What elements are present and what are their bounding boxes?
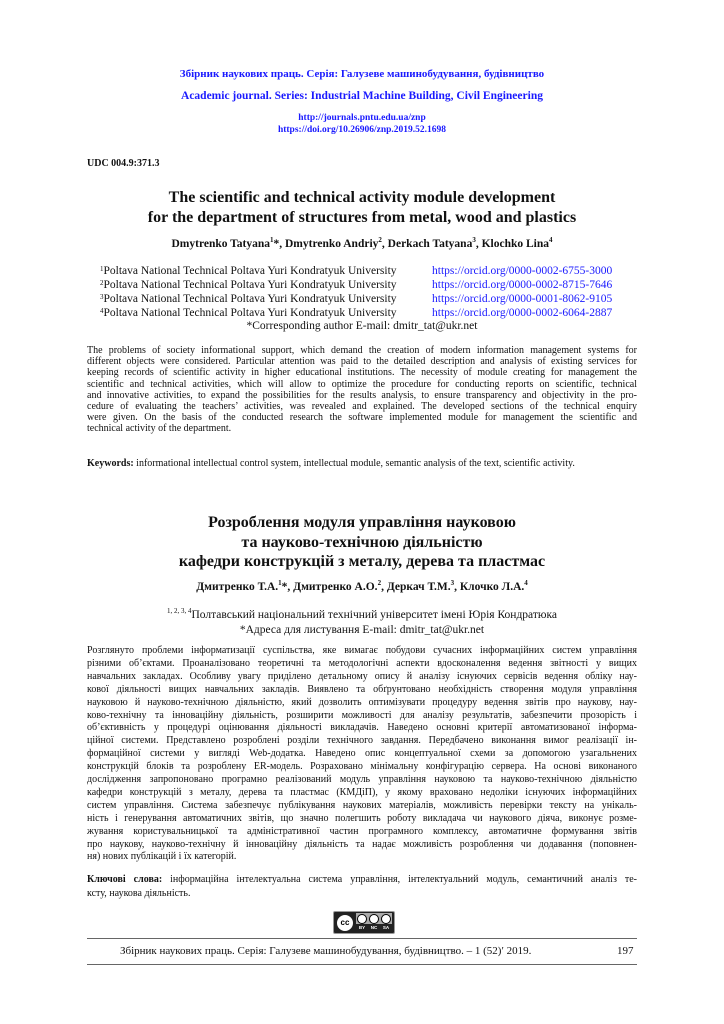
abstract-line: про наукову, науково-технічну й інноваційну діяльність та надає можливість розроблення чи додавання (поповнен- bbox=[87, 838, 637, 850]
abstract-line: дослідження запропоновано програмно реалізований модуль управління науковою та науково-технічною діяльністю bbox=[87, 774, 637, 785]
affiliation-sup: 4 bbox=[100, 307, 104, 315]
affiliation-org: Полтавський національний технічний університет імені Юрія Кондратюка bbox=[191, 609, 557, 621]
abstract-line: technical activity of the department. bbox=[87, 423, 232, 435]
cc-logo-icon: cc bbox=[336, 914, 354, 932]
abstract-line: ність і генерування автоматичних звітів, що значно полегшить роботу викладача чи наукового діяча, виконує розме- bbox=[87, 812, 637, 824]
author-sup: 2 bbox=[378, 236, 382, 244]
abstract-line: were given. On the basis of the conducted research the software implemented module for management the scientific and bbox=[87, 412, 637, 424]
author-name: Дмитренко А.О. bbox=[293, 581, 378, 593]
title-line: The scientific and technical activity module development bbox=[168, 189, 556, 206]
title-line: та науково-технічною діяльністю bbox=[241, 533, 483, 551]
keywords-label: Ключові слова: bbox=[87, 874, 163, 885]
author-name: Derkach Tatyana bbox=[387, 238, 473, 250]
author-sup: 3 bbox=[472, 236, 476, 244]
author-sup: 1 bbox=[270, 236, 274, 244]
abstract-line: різними об’єктами. Проаналізовано теоретичні та методологічні аспекти вдосконалення ведення звітності у вищих bbox=[87, 657, 637, 669]
affiliation-org: Poltava National Technical Poltava Yuri Kondratyuk University bbox=[103, 279, 397, 291]
abstract-line: keeping records of scientific activity in higher educational institutions. The necessity of module creating for management the bbox=[87, 367, 637, 379]
footer-citation: Збірник наукових праць. Серія: Галузеве машинобудування, будівництво. – 1 (52)′ 2019. bbox=[120, 945, 532, 957]
keywords-label: Keywords: bbox=[87, 458, 134, 469]
abstract-line: кової діяльності вищих навчальних закладів. Виявлено та обґрунтовано необхідність створення модуля управління bbox=[87, 683, 637, 695]
corresponding-author-ua: *Адреса для листування E-mail: dmitr_tat@ukr.net bbox=[239, 624, 485, 636]
affiliation-org: Poltava National Technical Poltava Yuri Kondratyuk University bbox=[103, 293, 397, 305]
license-label: NC bbox=[370, 925, 378, 930]
corresponding-mark: * bbox=[281, 581, 288, 593]
abstract-line: об’єктивність у процедурі оцінювання діяльності викладачів. Наведено основні критерії автоматизованої інформа- bbox=[87, 722, 637, 734]
title-line: кафедри конструкцій з металу, дерева та пластмас bbox=[178, 553, 546, 570]
abstract-line: cedure of evaluating the teachers’ activities, was revealed and explained. The developed sections of the technical enquiry bbox=[87, 401, 637, 412]
author-sup: 4 bbox=[524, 579, 528, 587]
corresponding-author-en: *Corresponding author E-mail: dmitr_tat@ukr.net bbox=[246, 320, 478, 332]
footer-divider-bottom bbox=[87, 964, 637, 965]
affiliation-ua bbox=[0, 609, 724, 621]
affiliation-row bbox=[100, 278, 613, 292]
keywords-ua-line bbox=[87, 874, 637, 885]
orcid-link[interactable]: https://orcid.org/0000-0002-6755-3000 bbox=[432, 265, 613, 277]
author-sup: 4 bbox=[549, 236, 553, 244]
abstract-line: ня) нових публікацій і їх категорій. bbox=[87, 851, 237, 863]
keywords-text: informational intellectual control system, intellectual module, semantic analysis of the text, scientific activity. bbox=[133, 458, 575, 469]
author-sup: 3 bbox=[450, 579, 455, 587]
license-icons bbox=[356, 913, 392, 924]
affiliation-sup: 3 bbox=[100, 293, 104, 301]
author-name: Dmytrenko Andriy bbox=[285, 238, 379, 250]
affiliation-row bbox=[100, 306, 613, 320]
affiliation-row bbox=[100, 264, 613, 278]
title-ua bbox=[0, 513, 724, 572]
affiliation-sup: 1 bbox=[100, 265, 104, 273]
abstract-line: Розглянуто проблеми інформатизації суспільства, яке вимагає побудови сучасних інформаційних систем управління bbox=[87, 645, 637, 656]
abstract-line: кафедри конструкцій з металу, дерева та пластмас (КМДіП), у якому враховано недоліки існуючих інформаційних bbox=[87, 786, 637, 798]
abstract-line: ційної системи. Представлено розроблені розділи технічного завдання. Передбачено виконання вимог реалізації ін- bbox=[87, 735, 637, 747]
abstract-line: different objects were considered. Particular attention was paid to the detailed description and analysis of existing services for bbox=[87, 356, 637, 368]
sa-icon bbox=[381, 914, 391, 924]
journal-url-link[interactable]: http://journals.pntu.edu.ua/znp bbox=[298, 113, 426, 123]
doi-link[interactable]: https://doi.org/10.26906/znp.2019.52.1698 bbox=[277, 125, 447, 135]
author-name: Клочко Л.А. bbox=[459, 581, 525, 593]
keywords-ua-line: ксту, наукова діяльність. bbox=[87, 888, 191, 899]
author-name: Dmytrenko Tatyana bbox=[171, 238, 270, 250]
authors-ua: Дмитренко Т.А.$^1$*, Дмитренко А.О.$^2$, Деркач Т.М.$^3$, Клочко Л.А.$^4$ bbox=[196, 579, 528, 593]
keywords-text: інформаційна інтелектуальна система управління, інтелектуальний модуль, семантичний аналіз те- bbox=[162, 874, 637, 885]
affiliations-en bbox=[100, 264, 613, 320]
affiliation-sup: 1, 2, 3, 4 bbox=[166, 607, 192, 615]
author-sup: 1 bbox=[278, 579, 282, 587]
affiliation-org: Poltava National Technical Poltava Yuri Kondratyuk University bbox=[103, 265, 397, 277]
abstract-line: систем управління. Система забезпечує публікування наукових матеріалів, можливість перевірки тексту на унікаль- bbox=[87, 799, 637, 811]
abstract-line: and innovative activities, to expand the possibilities for the results analysis, to ensure transparency and objectivity in the pro- bbox=[87, 389, 637, 401]
author-name: Klochko Lina bbox=[481, 238, 550, 250]
journal-title-en: Academic journal. Series: Industrial Machine Building, Civil Engineering bbox=[181, 90, 543, 102]
orcid-link[interactable]: https://orcid.org/0000-0002-6064-2887 bbox=[432, 307, 613, 319]
title-line: Розроблення модуля управління науковою bbox=[208, 514, 516, 531]
title-line: for the department of structures from metal, wood and plastics bbox=[147, 209, 577, 226]
affiliation-org: Poltava National Technical Poltava Yuri Kondratyuk University bbox=[103, 307, 397, 319]
page-number: 197 bbox=[617, 945, 634, 957]
keywords-en bbox=[87, 458, 637, 469]
cc-by-nc-sa-icon[interactable] bbox=[333, 911, 395, 934]
author-sup: 2 bbox=[377, 579, 382, 587]
license-label: BY bbox=[358, 925, 366, 930]
affiliation-row bbox=[100, 292, 613, 306]
title-en bbox=[0, 188, 724, 228]
corresponding-mark: * bbox=[273, 238, 280, 250]
orcid-link[interactable]: https://orcid.org/0000-0002-8715-7646 bbox=[432, 279, 613, 291]
udc-code: UDC 004.9:371.3 bbox=[87, 158, 160, 169]
journal-title-ua: Збірник наукових праць. Серія: Галузеве машинобудування, будівництво bbox=[179, 68, 545, 80]
abstract-line: ково-технічну та інноваційну діяльність, розширити можливості для аналізу результатів, забезпечити прозорість і bbox=[87, 709, 637, 721]
author-name: Деркач Т.М. bbox=[386, 581, 451, 593]
footer-divider-top bbox=[87, 938, 637, 939]
authors-en: Dmytrenko Tatyana$^1$*, Dmytrenko Andriy$^2$, Derkach Tatyana$^3$, Klochko Lina$^4$ bbox=[171, 236, 553, 250]
abstract-line: жування користувальницької та адміністративної частин програмного комплексу, автоматичне формування звітів bbox=[87, 825, 637, 837]
abstract-line: The problems of society informational support, which demand the creation of modern information management systems for bbox=[87, 345, 637, 356]
nc-icon bbox=[369, 914, 379, 924]
license-label: SA bbox=[382, 925, 390, 930]
by-icon bbox=[357, 914, 367, 924]
abstract-line: конструкцій блоків та розроблену ER-модель. Розраховано мінімальну конфігурацію сервера. На основі виконаного bbox=[87, 761, 637, 773]
affiliation-sup: 2 bbox=[100, 279, 104, 287]
abstract-line: scientific and technical activities, which will allow to optimize the procedure for conducting reports on scientific, technical bbox=[87, 378, 637, 390]
abstract-line: навчальних закладах. Особливу увагу приділено детальному опису й аналізу існуючих сервісів ведення обліку нау- bbox=[87, 670, 637, 682]
abstract-line: науковою й науково-технічною діяльністю, який дозволить оптимізувати процедуру ведення звітів про наукову, нау- bbox=[87, 696, 637, 708]
abstract-line: формаційної системи у вигляді Web-додатка. Наведено опис концептуальної схеми за допомогою узагальнених bbox=[87, 748, 637, 760]
author-name: Дмитренко Т.А. bbox=[196, 581, 279, 593]
orcid-link[interactable]: https://orcid.org/0000-0001-8062-9105 bbox=[432, 293, 613, 305]
